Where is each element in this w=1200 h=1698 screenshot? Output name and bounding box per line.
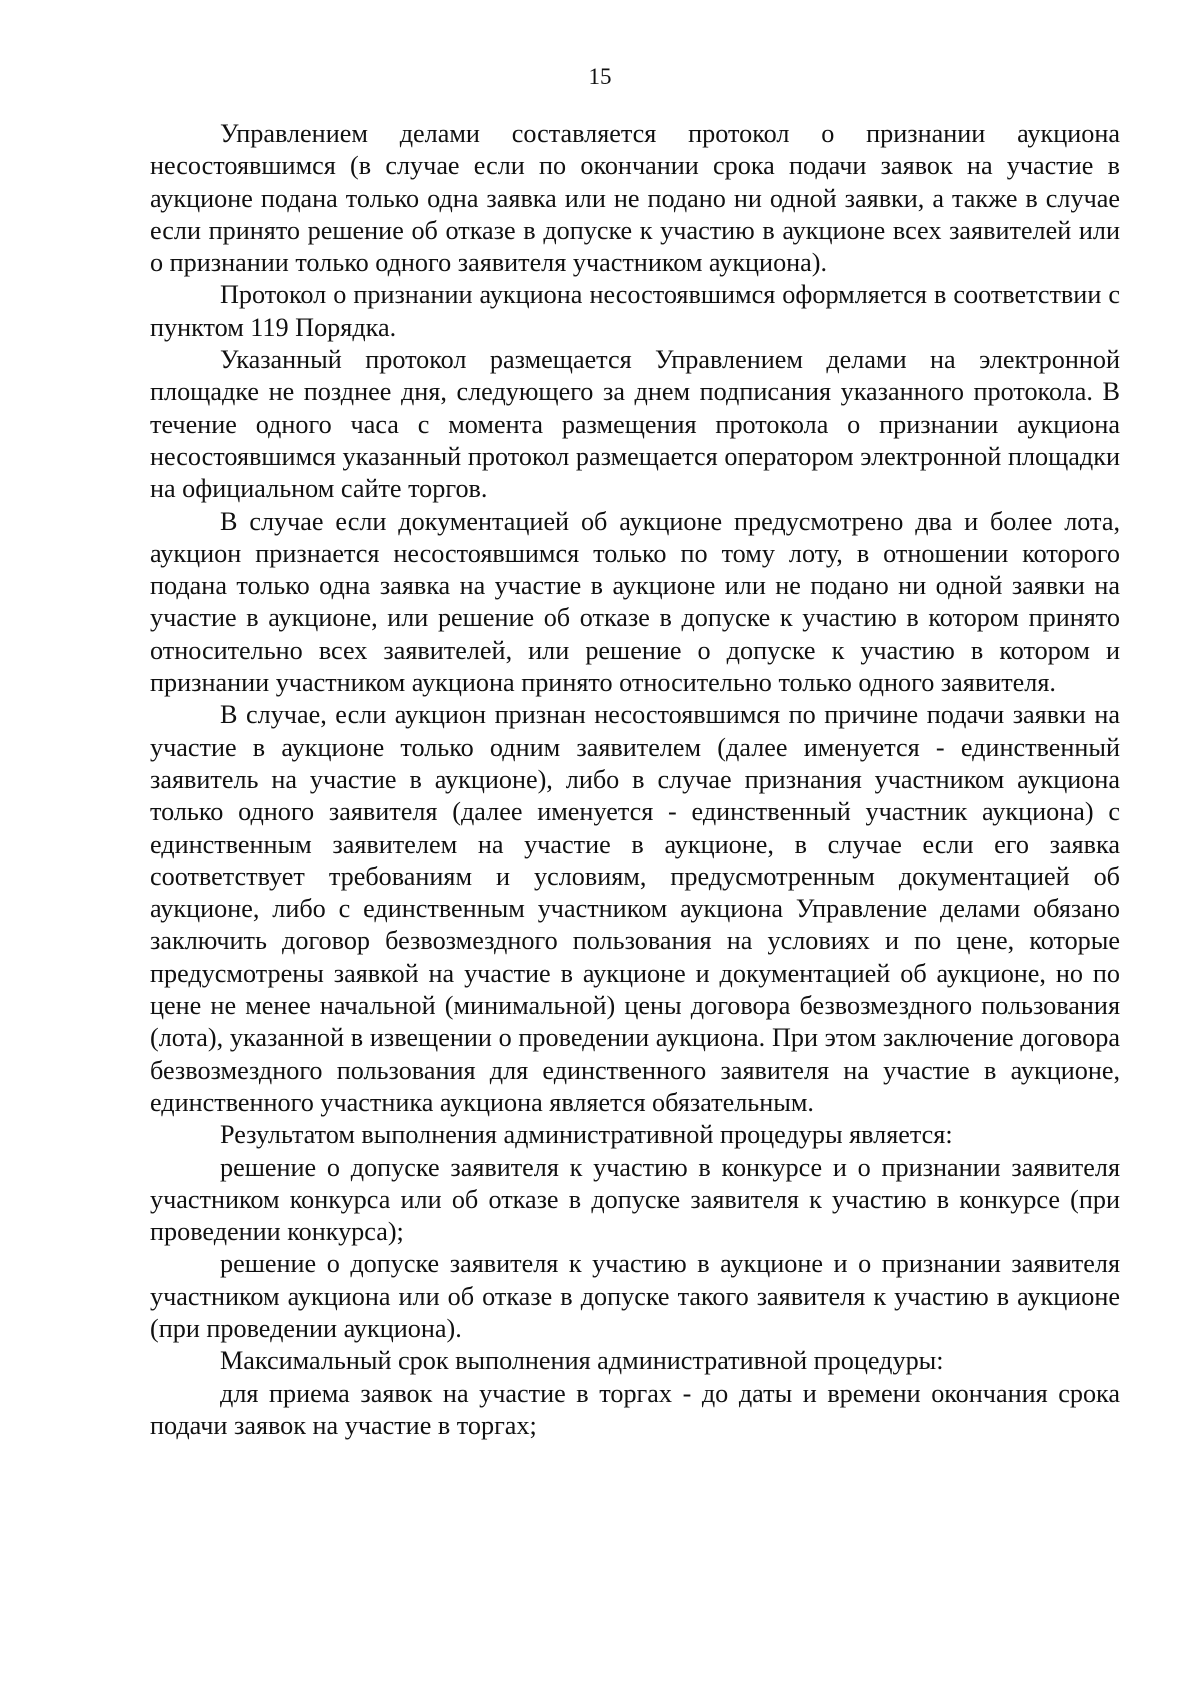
document-body [150,118,1120,1442]
paragraph-single-participant: В случае, если аукцион признан несостоявшимся по причине подачи заявки на участие в аукционе только одним заявителем (далее именуется - единственный заявитель на участие в аукционе), либо в случае признания участником аукциона только одного заявителя (далее именуется - единственный участник аукциона) с единственным заявителем на участие в аукционе, в случае если его заявка соответствует требованиям и условиям, предусмотренным документацией об аукционе, либо с единственным участником аукциона Управление делами обязано заключить договор безвозмездного пользования на условиях и по цене, которые предусмотрены заявкой на участие в аукционе и документацией об аукционе, но по цене не менее начальной (минимальной) цены договора безвозмездного пользования (лота), указанной в извещении о проведении аукциона. При этом заключение договора безвозмездного пользования для единственного заявителя на участие в аукционе, единственного участника аукциона является обязательным. [150,700,1120,1117]
paragraph-contest-decision: решение о допуске заявителя к участию в конкурсе и о признании заявителя участником конкурса или об отказе в допуске заявителя к участию в конкурсе (при проведении конкурса); [150,1152,1120,1247]
paragraph-multiple-lots: В случае если документацией об аукционе предусмотрено два и более лота, аукцион признается несостоявшимся только по тому лоту, в отношении которого подана только одна заявка на участие в аукционе или не подано ни одной заявки на участие в аукционе, или решение об отказе в допуске к участию в котором принято относительно всех заявителей, или решение о допуске к участию в котором и признании участником аукциона принято относительно только одного заявителя. [150,506,1120,698]
paragraph-protocol-format: Протокол о признании аукциона несостоявшимся оформляется в соответствии с пунктом 119 Порядка. [150,280,1120,342]
paragraph-application-deadline: для приема заявок на участие в торгах - до даты и времени окончания срока подачи заявок на участие в торгах; [150,1378,1120,1440]
paragraph-protocol-failed-auction: Управлением делами составляется протокол о признании аукциона несостоявшимся (в случае если по окончании срока подачи заявок на участие в аукционе подана только одна заявка или не подано ни одной заявки, а также в случае если принято решение об отказе в допуске к участию в аукционе всех заявителей или о признании только одного заявителя участником аукциона). [150,119,1120,278]
paragraph-protocol-publication: Указанный протокол размещается Управлением делами на электронной площадке не позднее дня, следующего за днем подписания указанного протокола. В течение одного часа с момента размещения протокола о признании аукциона несостоявшимся указанный протокол размещается оператором электронной площадки на официальном сайте торгов. [150,345,1120,504]
paragraph-max-duration: Максимальный срок выполнения административной процедуры: [220,1346,944,1376]
paragraph-procedure-result: Результатом выполнения административной процедуры является: [220,1120,953,1150]
paragraph-auction-decision: решение о допуске заявителя к участию в аукционе и о признании заявителя участником аукциона или об отказе в допуске такого заявителя к участию в аукционе (при проведении аукциона). [150,1249,1120,1343]
page-number: 15 [588,64,612,89]
